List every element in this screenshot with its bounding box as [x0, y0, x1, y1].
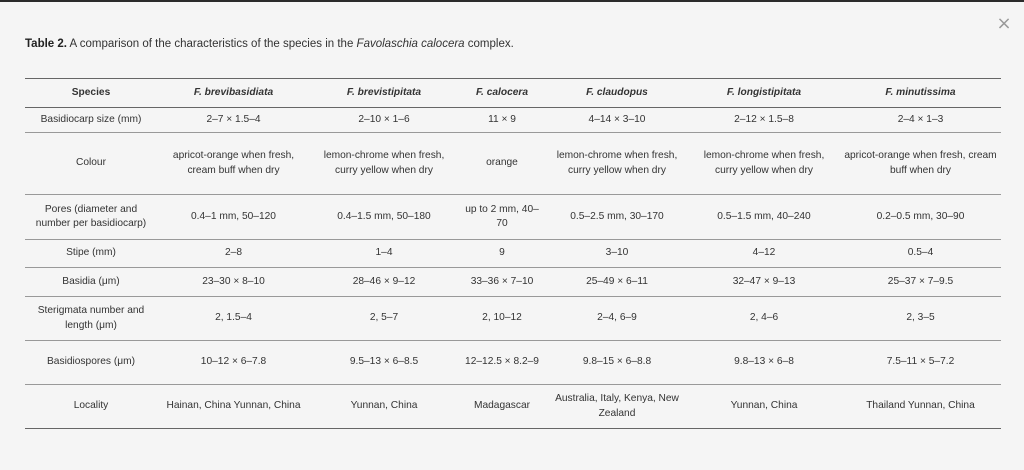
table-cell: 2, 4–6 [688, 297, 840, 341]
header-cell: F. brevibasidiata [157, 79, 310, 108]
table-cell: 2, 3–5 [840, 297, 1001, 341]
table-cell: Madagascar [458, 385, 546, 429]
table-cell: Pores (diameter and number per basidiocarp) [25, 195, 157, 240]
table-cell: 25–37 × 7–9.5 [840, 268, 1001, 297]
header-cell: Species [25, 79, 157, 108]
table-row [25, 240, 1001, 268]
table-cell: 9.8–13 × 6–8 [688, 341, 840, 385]
table-cell: apricot-orange when fresh, cream buff when dry [840, 133, 1001, 195]
table-cell: Hainan, China Yunnan, China [157, 385, 310, 429]
table-cell: Sterigmata number and length (μm) [25, 297, 157, 341]
table-cell: Basidiospores (μm) [25, 341, 157, 385]
table-row [25, 195, 1001, 240]
table-cell: 28–46 × 9–12 [310, 268, 458, 297]
header-cell: F. claudopus [546, 79, 688, 108]
table-cell: 0.5–1.5 mm, 40–240 [688, 195, 840, 240]
table-cell: apricot-orange when fresh, cream buff when dry [157, 133, 310, 195]
table-cell: 9.5–13 × 6–8.5 [310, 341, 458, 385]
table-cell: 2–4, 6–9 [546, 297, 688, 341]
table-cell: Yunnan, China [688, 385, 840, 429]
table-cell: lemon-chrome when fresh, curry yellow when dry [688, 133, 840, 195]
caption-text-end: complex. [464, 38, 514, 50]
table-cell: 23–30 × 8–10 [157, 268, 310, 297]
table-cell: 2–7 × 1.5–4 [157, 108, 310, 133]
table-row [25, 268, 1001, 297]
table-row [25, 385, 1001, 429]
table-cell: 0.2–0.5 mm, 30–90 [840, 195, 1001, 240]
table-cell: 1–4 [310, 240, 458, 268]
table-cell: 11 × 9 [458, 108, 546, 133]
table-header-row [25, 79, 1001, 108]
table-cell: 2–8 [157, 240, 310, 268]
table-cell: Thailand Yunnan, China [840, 385, 1001, 429]
table-cell: 0.4–1.5 mm, 50–180 [310, 195, 458, 240]
table-cell: 25–49 × 6–11 [546, 268, 688, 297]
table-cell: lemon-chrome when fresh, curry yellow when dry [546, 133, 688, 195]
table-cell: 10–12 × 6–7.8 [157, 341, 310, 385]
close-icon[interactable]: × [996, 13, 1012, 34]
table-cell: 0.5–4 [840, 240, 1001, 268]
table-cell: 32–47 × 9–13 [688, 268, 840, 297]
table-cell: Basidiocarp size (mm) [25, 108, 157, 133]
table-row [25, 108, 1001, 133]
table-cell: Basidia (μm) [25, 268, 157, 297]
table-cell: 0.5–2.5 mm, 30–170 [546, 195, 688, 240]
table-dialog [0, 2, 1024, 470]
table-row [25, 133, 1001, 195]
header-cell: F. calocera [458, 79, 546, 108]
table-cell: 2–12 × 1.5–8 [688, 108, 840, 133]
caption-text: A comparison of the characteristics of the species in the [66, 38, 357, 50]
table-cell: 12–12.5 × 8.2–9 [458, 341, 546, 385]
table-cell: 4–14 × 3–10 [546, 108, 688, 133]
table-cell: orange [458, 133, 546, 195]
table-cell: lemon-chrome when fresh, curry yellow when dry [310, 133, 458, 195]
table-cell: Yunnan, China [310, 385, 458, 429]
species-comparison-table [25, 78, 1001, 429]
table-cell: 2–10 × 1–6 [310, 108, 458, 133]
caption-label: Table 2. [25, 38, 67, 50]
table-cell: 0.4–1 mm, 50–120 [157, 195, 310, 240]
caption-genus: Favolaschia calocera [356, 38, 465, 50]
table-cell: Locality [25, 385, 157, 429]
table-row [25, 297, 1001, 341]
table-cell: 2, 5–7 [310, 297, 458, 341]
table-cell: 7.5–11 × 5–7.2 [840, 341, 1001, 385]
table-cell: Stipe (mm) [25, 240, 157, 268]
table-cell: Australia, Italy, Kenya, New Zealand [546, 385, 688, 429]
header-cell: F. minutissima [840, 79, 1001, 108]
table-cell: 9.8–15 × 6–8.8 [546, 341, 688, 385]
table-cell: Colour [25, 133, 157, 195]
table-cell: 9 [458, 240, 546, 268]
table-cell: 2, 10–12 [458, 297, 546, 341]
table-cell: 3–10 [546, 240, 688, 268]
table-row [25, 341, 1001, 385]
table-cell: 2–4 × 1–3 [840, 108, 1001, 133]
table-caption [25, 38, 514, 50]
table-cell: 4–12 [688, 240, 840, 268]
header-cell: F. brevistipitata [310, 79, 458, 108]
table-cell: up to 2 mm, 40–70 [458, 195, 546, 240]
table-cell: 2, 1.5–4 [157, 297, 310, 341]
header-cell: F. longistipitata [688, 79, 840, 108]
table-cell: 33–36 × 7–10 [458, 268, 546, 297]
